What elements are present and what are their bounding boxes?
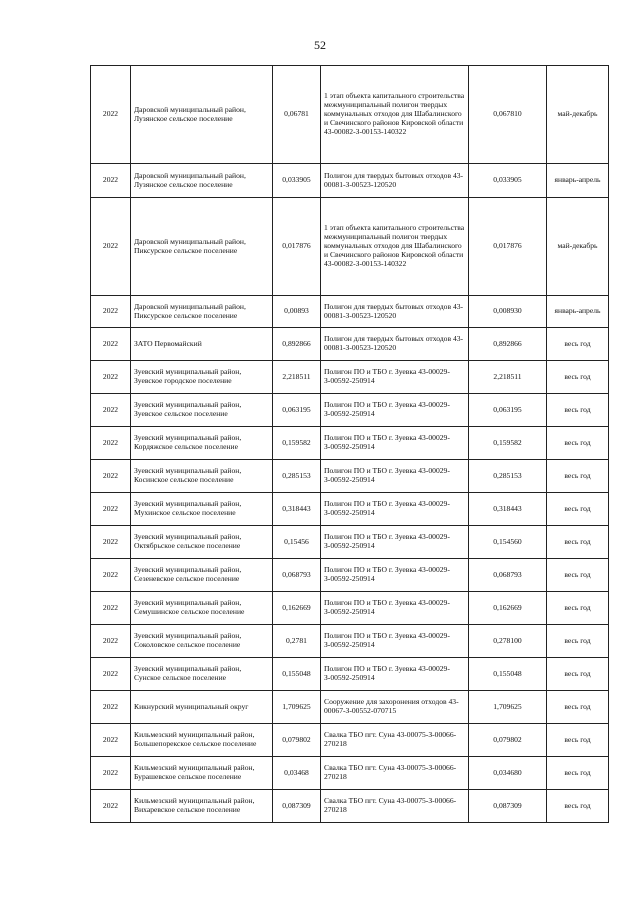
amount-cell: 0,2781 [273,625,321,658]
accepted-amount-cell: 0,079802 [469,724,547,757]
year-cell: 2022 [91,66,131,164]
period-cell: весь год [547,460,609,493]
page-number: 52 [314,38,326,52]
year-cell: 2022 [91,361,131,394]
waste-object-cell: 1 этап объекта капитального строительства межмуниципальный полигон твердых коммунальных отходов для Шабалинского и Свечинского районов Кировской области 43-00082-З-00153-140322 [321,66,469,164]
municipality-cell: Зуевский муниципальный район, Мухинское сельское поселение [131,493,273,526]
period-cell: весь год [547,493,609,526]
waste-object-cell: Полигон ПО и ТБО г. Зуевка 43-00029-З-00592-250914 [321,427,469,460]
period-cell: весь год [547,625,609,658]
amount-cell: 0,079802 [273,724,321,757]
year-cell: 2022 [91,328,131,361]
municipality-cell: Даровской муниципальный район, Лузянское сельское поселение [131,164,273,198]
year-cell: 2022 [91,724,131,757]
accepted-amount-cell: 0,017876 [469,198,547,296]
table-row [91,790,609,823]
year-cell: 2022 [91,460,131,493]
amount-cell: 0,068793 [273,559,321,592]
period-cell: май-декабрь [547,198,609,296]
municipality-cell: Даровской муниципальный район, Лузянское сельское поселение [131,66,273,164]
municipality-cell: Зуевский муниципальный район, Сунское сельское поселение [131,658,273,691]
amount-cell: 0,285153 [273,460,321,493]
period-cell: весь год [547,592,609,625]
amount-cell: 0,318443 [273,493,321,526]
municipality-cell: Зуевский муниципальный район, Соколовское сельское поселение [131,625,273,658]
amount-cell: 1,709625 [273,691,321,724]
period-cell: весь год [547,526,609,559]
table-row [91,691,609,724]
table-row [91,526,609,559]
amount-cell: 2,218511 [273,361,321,394]
amount-cell: 0,087309 [273,790,321,823]
amount-cell: 0,03468 [273,757,321,790]
accepted-amount-cell: 0,068793 [469,559,547,592]
waste-object-cell: Полигон ПО и ТБО г. Зуевка 43-00029-З-00592-250914 [321,493,469,526]
municipality-cell: Кильмезский муниципальный район, Вихаревское сельское поселение [131,790,273,823]
table-row [91,460,609,493]
waste-object-cell: Полигон ПО и ТБО г. Зуевка 43-00029-З-00592-250914 [321,361,469,394]
period-cell: весь год [547,559,609,592]
year-cell: 2022 [91,198,131,296]
amount-cell: 0,892866 [273,328,321,361]
amount-cell: 0,033905 [273,164,321,198]
table-row [91,592,609,625]
year-cell: 2022 [91,691,131,724]
waste-object-cell: Свалка ТБО пгт. Суна 43-00075-З-00066-270218 [321,724,469,757]
accepted-amount-cell: 0,008930 [469,296,547,328]
accepted-amount-cell: 0,285153 [469,460,547,493]
year-cell: 2022 [91,658,131,691]
accepted-amount-cell: 0,318443 [469,493,547,526]
table-row [91,296,609,328]
table-row [91,361,609,394]
accepted-amount-cell: 0,087309 [469,790,547,823]
waste-object-cell: Полигон ПО и ТБО г. Зуевка 43-00029-З-00592-250914 [321,394,469,427]
period-cell: весь год [547,724,609,757]
period-cell: весь год [547,790,609,823]
accepted-amount-cell: 0,033905 [469,164,547,198]
waste-registry-table [90,65,609,823]
amount-cell: 0,159582 [273,427,321,460]
period-cell: весь год [547,328,609,361]
waste-object-cell: Полигон для твердых бытовых отходов 43-00081-З-00523-120520 [321,328,469,361]
year-cell: 2022 [91,427,131,460]
waste-object-cell: Полигон ПО и ТБО г. Зуевка 43-00029-З-00592-250914 [321,460,469,493]
amount-cell: 0,15456 [273,526,321,559]
municipality-cell: Даровской муниципальный район, Пиксурское сельское поселение [131,198,273,296]
municipality-cell: Зуевский муниципальный район, Зуевское сельское поселение [131,394,273,427]
table-row [91,394,609,427]
year-cell: 2022 [91,164,131,198]
year-cell: 2022 [91,296,131,328]
period-cell: весь год [547,394,609,427]
year-cell: 2022 [91,757,131,790]
waste-object-cell: Полигон для твердых бытовых отходов 43-00081-З-00523-120520 [321,164,469,198]
waste-object-cell: Полигон ПО и ТБО г. Зуевка 43-00029-З-00592-250914 [321,658,469,691]
table-body [91,66,609,823]
waste-object-cell: Свалка ТБО пгт. Суна 43-00075-З-00066-270218 [321,757,469,790]
accepted-amount-cell: 2,218511 [469,361,547,394]
amount-cell: 0,063195 [273,394,321,427]
waste-object-cell: Сооружение для захоронения отходов 43-00067-З-00552-070715 [321,691,469,724]
table-row [91,164,609,198]
municipality-cell: Зуевский муниципальный район, Кордяжское сельское поселение [131,427,273,460]
accepted-amount-cell: 0,067810 [469,66,547,164]
accepted-amount-cell: 0,154560 [469,526,547,559]
accepted-amount-cell: 1,709625 [469,691,547,724]
period-cell: январь-апрель [547,164,609,198]
table-row [91,427,609,460]
waste-object-cell: Полигон ПО и ТБО г. Зуевка 43-00029-З-00592-250914 [321,625,469,658]
municipality-cell: Кильмезский муниципальный район, Бурашевское сельское поселение [131,757,273,790]
amount-cell: 0,162669 [273,592,321,625]
municipality-cell: Зуевский муниципальный район, Зуевское городское поселение [131,361,273,394]
municipality-cell: Даровской муниципальный район, Пиксурское сельское поселение [131,296,273,328]
municipality-cell: Зуевский муниципальный район, Семушинское сельское поселение [131,592,273,625]
table-row [91,559,609,592]
accepted-amount-cell: 0,034680 [469,757,547,790]
table-row [91,198,609,296]
amount-cell: 0,00893 [273,296,321,328]
waste-object-cell: Полигон ПО и ТБО г. Зуевка 43-00029-З-00592-250914 [321,592,469,625]
waste-object-cell: 1 этап объекта капитального строительства межмуниципальный полигон твердых коммунальных отходов для Шабалинского и Свечинского районов Кировской области 43-00082-З-00153-140322 [321,198,469,296]
year-cell: 2022 [91,625,131,658]
waste-object-cell: Свалка ТБО пгт. Суна 43-00075-З-00066-270218 [321,790,469,823]
municipality-cell: Зуевский муниципальный район, Сезеневское сельское поселение [131,559,273,592]
municipality-cell: Кильмезский муниципальный район, Большепорекское сельское поселение [131,724,273,757]
table-row [91,757,609,790]
municipality-cell: Зуевский муниципальный район, Косинское сельское поселение [131,460,273,493]
waste-object-cell: Полигон ПО и ТБО г. Зуевка 43-00029-З-00592-250914 [321,559,469,592]
amount-cell: 0,06781 [273,66,321,164]
period-cell: май-декабрь [547,66,609,164]
year-cell: 2022 [91,394,131,427]
period-cell: весь год [547,361,609,394]
accepted-amount-cell: 0,892866 [469,328,547,361]
table-row [91,493,609,526]
period-cell: весь год [547,757,609,790]
period-cell: весь год [547,658,609,691]
waste-object-cell: Полигон для твердых бытовых отходов 43-00081-З-00523-120520 [321,296,469,328]
period-cell: весь год [547,691,609,724]
year-cell: 2022 [91,493,131,526]
table-row [91,658,609,691]
municipality-cell: Кикнурский муниципальный округ [131,691,273,724]
year-cell: 2022 [91,790,131,823]
amount-cell: 0,155048 [273,658,321,691]
table-row [91,625,609,658]
accepted-amount-cell: 0,159582 [469,427,547,460]
accepted-amount-cell: 0,278100 [469,625,547,658]
year-cell: 2022 [91,559,131,592]
year-cell: 2022 [91,526,131,559]
table-row [91,328,609,361]
accepted-amount-cell: 0,155048 [469,658,547,691]
year-cell: 2022 [91,592,131,625]
table-row [91,66,609,164]
municipality-cell: ЗАТО Первомайский [131,328,273,361]
accepted-amount-cell: 0,162669 [469,592,547,625]
table-row [91,724,609,757]
waste-object-cell: Полигон ПО и ТБО г. Зуевка 43-00029-З-00592-250914 [321,526,469,559]
period-cell: январь-апрель [547,296,609,328]
municipality-cell: Зуевский муниципальный район, Октябрьское сельское поселение [131,526,273,559]
accepted-amount-cell: 0,063195 [469,394,547,427]
period-cell: весь год [547,427,609,460]
amount-cell: 0,017876 [273,198,321,296]
